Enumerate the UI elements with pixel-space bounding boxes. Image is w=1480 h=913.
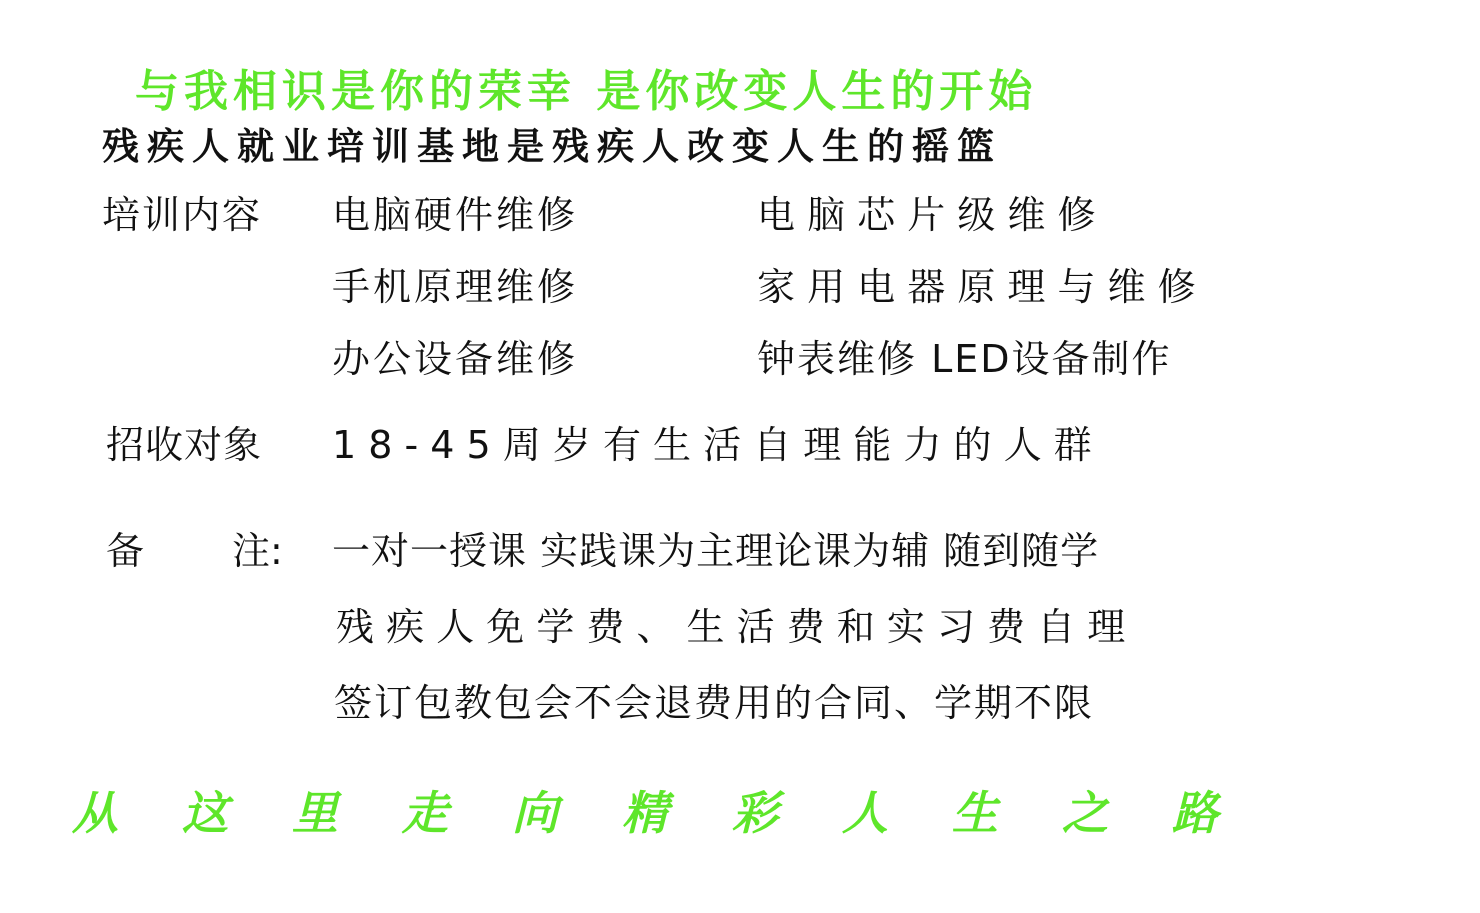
training-item-2-right: 家 用 电 器 原 理 与 维 修 <box>757 265 1196 309</box>
training-item-3-right: 钟表维修 LED设备制作 <box>757 337 1172 381</box>
training-label: 培训内容 <box>102 193 263 237</box>
notes-line-3: 签订包教包会不会退费用的合同、学期不限 <box>334 681 1095 725</box>
notes-label-a: 备 <box>106 529 145 573</box>
training-item-2-left: 手机原理维修 <box>332 265 579 309</box>
slogan: 残疾人就业培训基地是残疾人改变人生的摇篮 <box>102 124 1002 168</box>
training-item-1-right: 电 脑 芯 片 级 维 修 <box>757 193 1096 237</box>
headline: 与我相识是你的荣幸 是你改变人生的开始 <box>135 66 1038 117</box>
footer-slogan: 从这里走向精彩人生之路 <box>72 786 1282 840</box>
notes-line-1: 一对一授课 实践课为主理论课为辅 随到随学 <box>332 529 1100 573</box>
training-item-1-left: 电脑硬件维修 <box>332 193 579 237</box>
notes-label-b: 注: <box>232 529 283 573</box>
target-text: 1 8 - 4 5 周 岁 有 生 活 自 理 能 力 的 人 群 <box>332 423 1092 467</box>
training-item-3-left: 办公设备维修 <box>332 337 579 381</box>
notes-line-2: 残 疾 人 免 学 费 、 生 活 费 和 实 习 费 自 理 <box>336 605 1126 649</box>
target-label: 招收对象 <box>106 423 263 467</box>
